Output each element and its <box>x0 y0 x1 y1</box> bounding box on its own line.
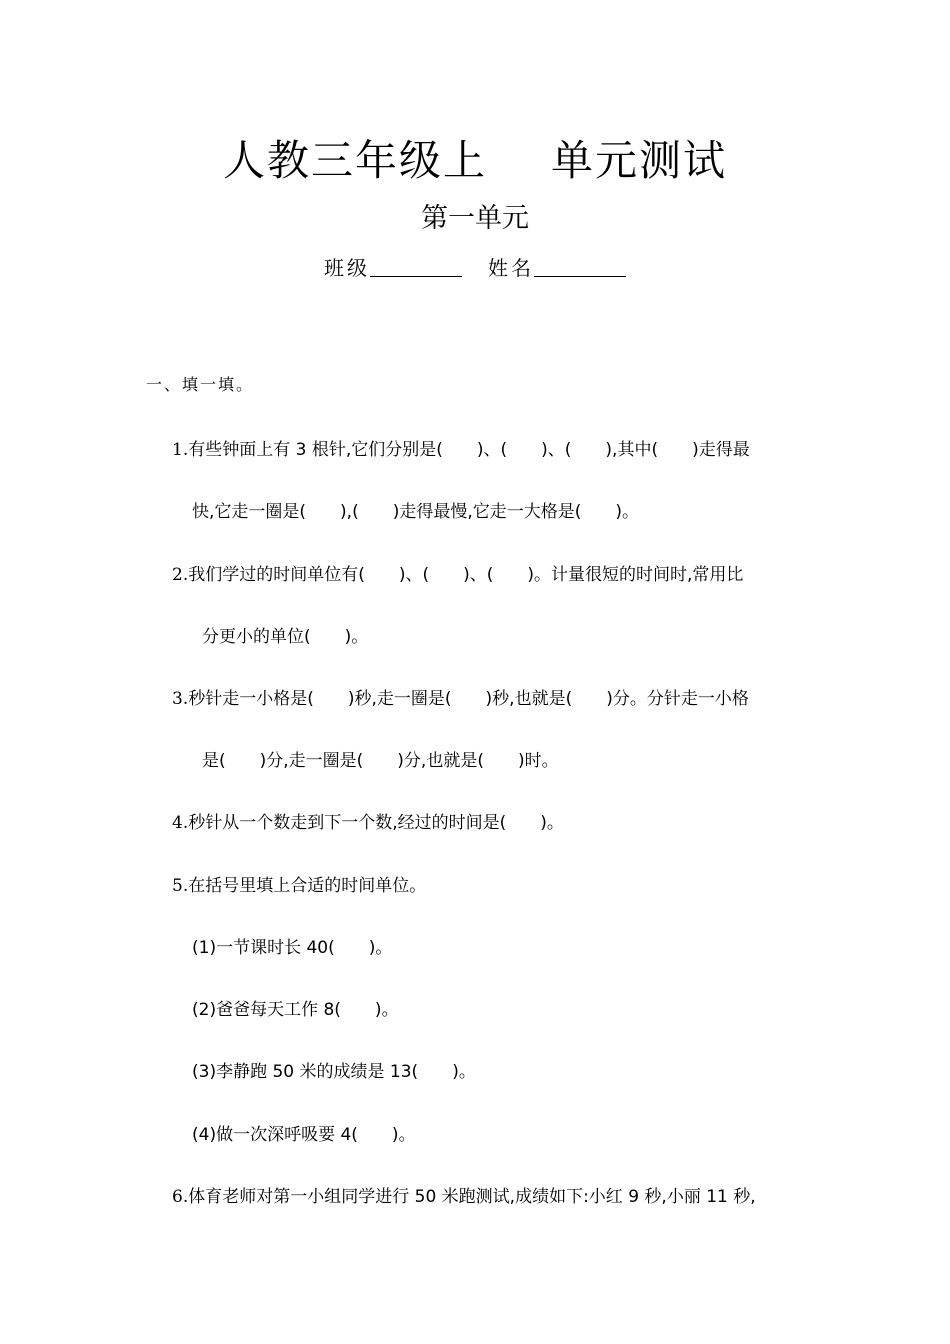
sub-question-line <box>192 995 399 1020</box>
question-line <box>202 746 559 771</box>
question-line <box>192 497 639 522</box>
question-number: 1. <box>172 440 189 460</box>
question-line <box>172 560 743 585</box>
name-label: 姓名 <box>488 256 534 280</box>
page-title <box>0 128 950 188</box>
question-text: 分更小的单位( )。 <box>202 627 369 647</box>
question-text: (3)李静跑 50 米的成绩是 13( )。 <box>192 1062 476 1082</box>
question-line <box>172 808 564 833</box>
sub-question-line <box>192 1057 476 1082</box>
question-number: 2. <box>172 565 189 585</box>
name-blank[interactable] <box>534 256 626 277</box>
title-right: 单元测试 <box>551 136 728 185</box>
question-number: 6. <box>172 1187 189 1207</box>
question-text: 秒针走一小格是( )秒,走一圈是( )秒,也就是( )分。分针走一小格 <box>188 689 749 709</box>
question-text: 有些钟面上有 3 根针,它们分别是( )、( )、( ),其中( )走得最 <box>188 440 750 460</box>
question-line <box>172 1182 756 1207</box>
question-text: (1)一节课时长 40( )。 <box>192 938 393 958</box>
question-text: 是( )分,走一圈是( )分,也就是( )时。 <box>202 751 559 771</box>
question-number: 4. <box>172 813 189 833</box>
class-blank[interactable] <box>370 256 462 277</box>
question-text: (4)做一次深呼吸要 4( )。 <box>192 1125 416 1145</box>
question-text: 体育老师对第一小组同学进行 50 米跑测试,成绩如下:小红 9 秒,小丽 11 秒, <box>188 1187 756 1207</box>
title-left: 人教三年级上 <box>222 136 487 185</box>
sub-question-line <box>192 1120 416 1145</box>
sub-question-line <box>192 933 392 958</box>
section-heading: 一、填一填。 <box>146 375 255 394</box>
unit-subtitle: 第一单元 <box>421 203 529 234</box>
question-text: (2)爸爸每天工作 8( )。 <box>192 1000 399 1020</box>
question-line <box>172 435 750 460</box>
question-text: 在括号里填上合适的时间单位。 <box>188 876 427 896</box>
student-info <box>0 252 950 281</box>
question-number: 3. <box>172 689 189 709</box>
question-text: 秒针从一个数走到下一个数,经过的时间是( )。 <box>188 813 564 833</box>
question-line <box>172 684 749 709</box>
class-label: 班级 <box>324 256 370 280</box>
question-number: 5. <box>172 876 189 896</box>
question-text: 快,它走一圈是( ),( )走得最慢,它走一大格是( )。 <box>192 502 640 522</box>
question-line <box>202 622 368 647</box>
question-text: 我们学过的时间单位有( )、( )、( )。计量很短的时间时,常用比 <box>188 565 744 585</box>
question-line <box>172 871 426 896</box>
